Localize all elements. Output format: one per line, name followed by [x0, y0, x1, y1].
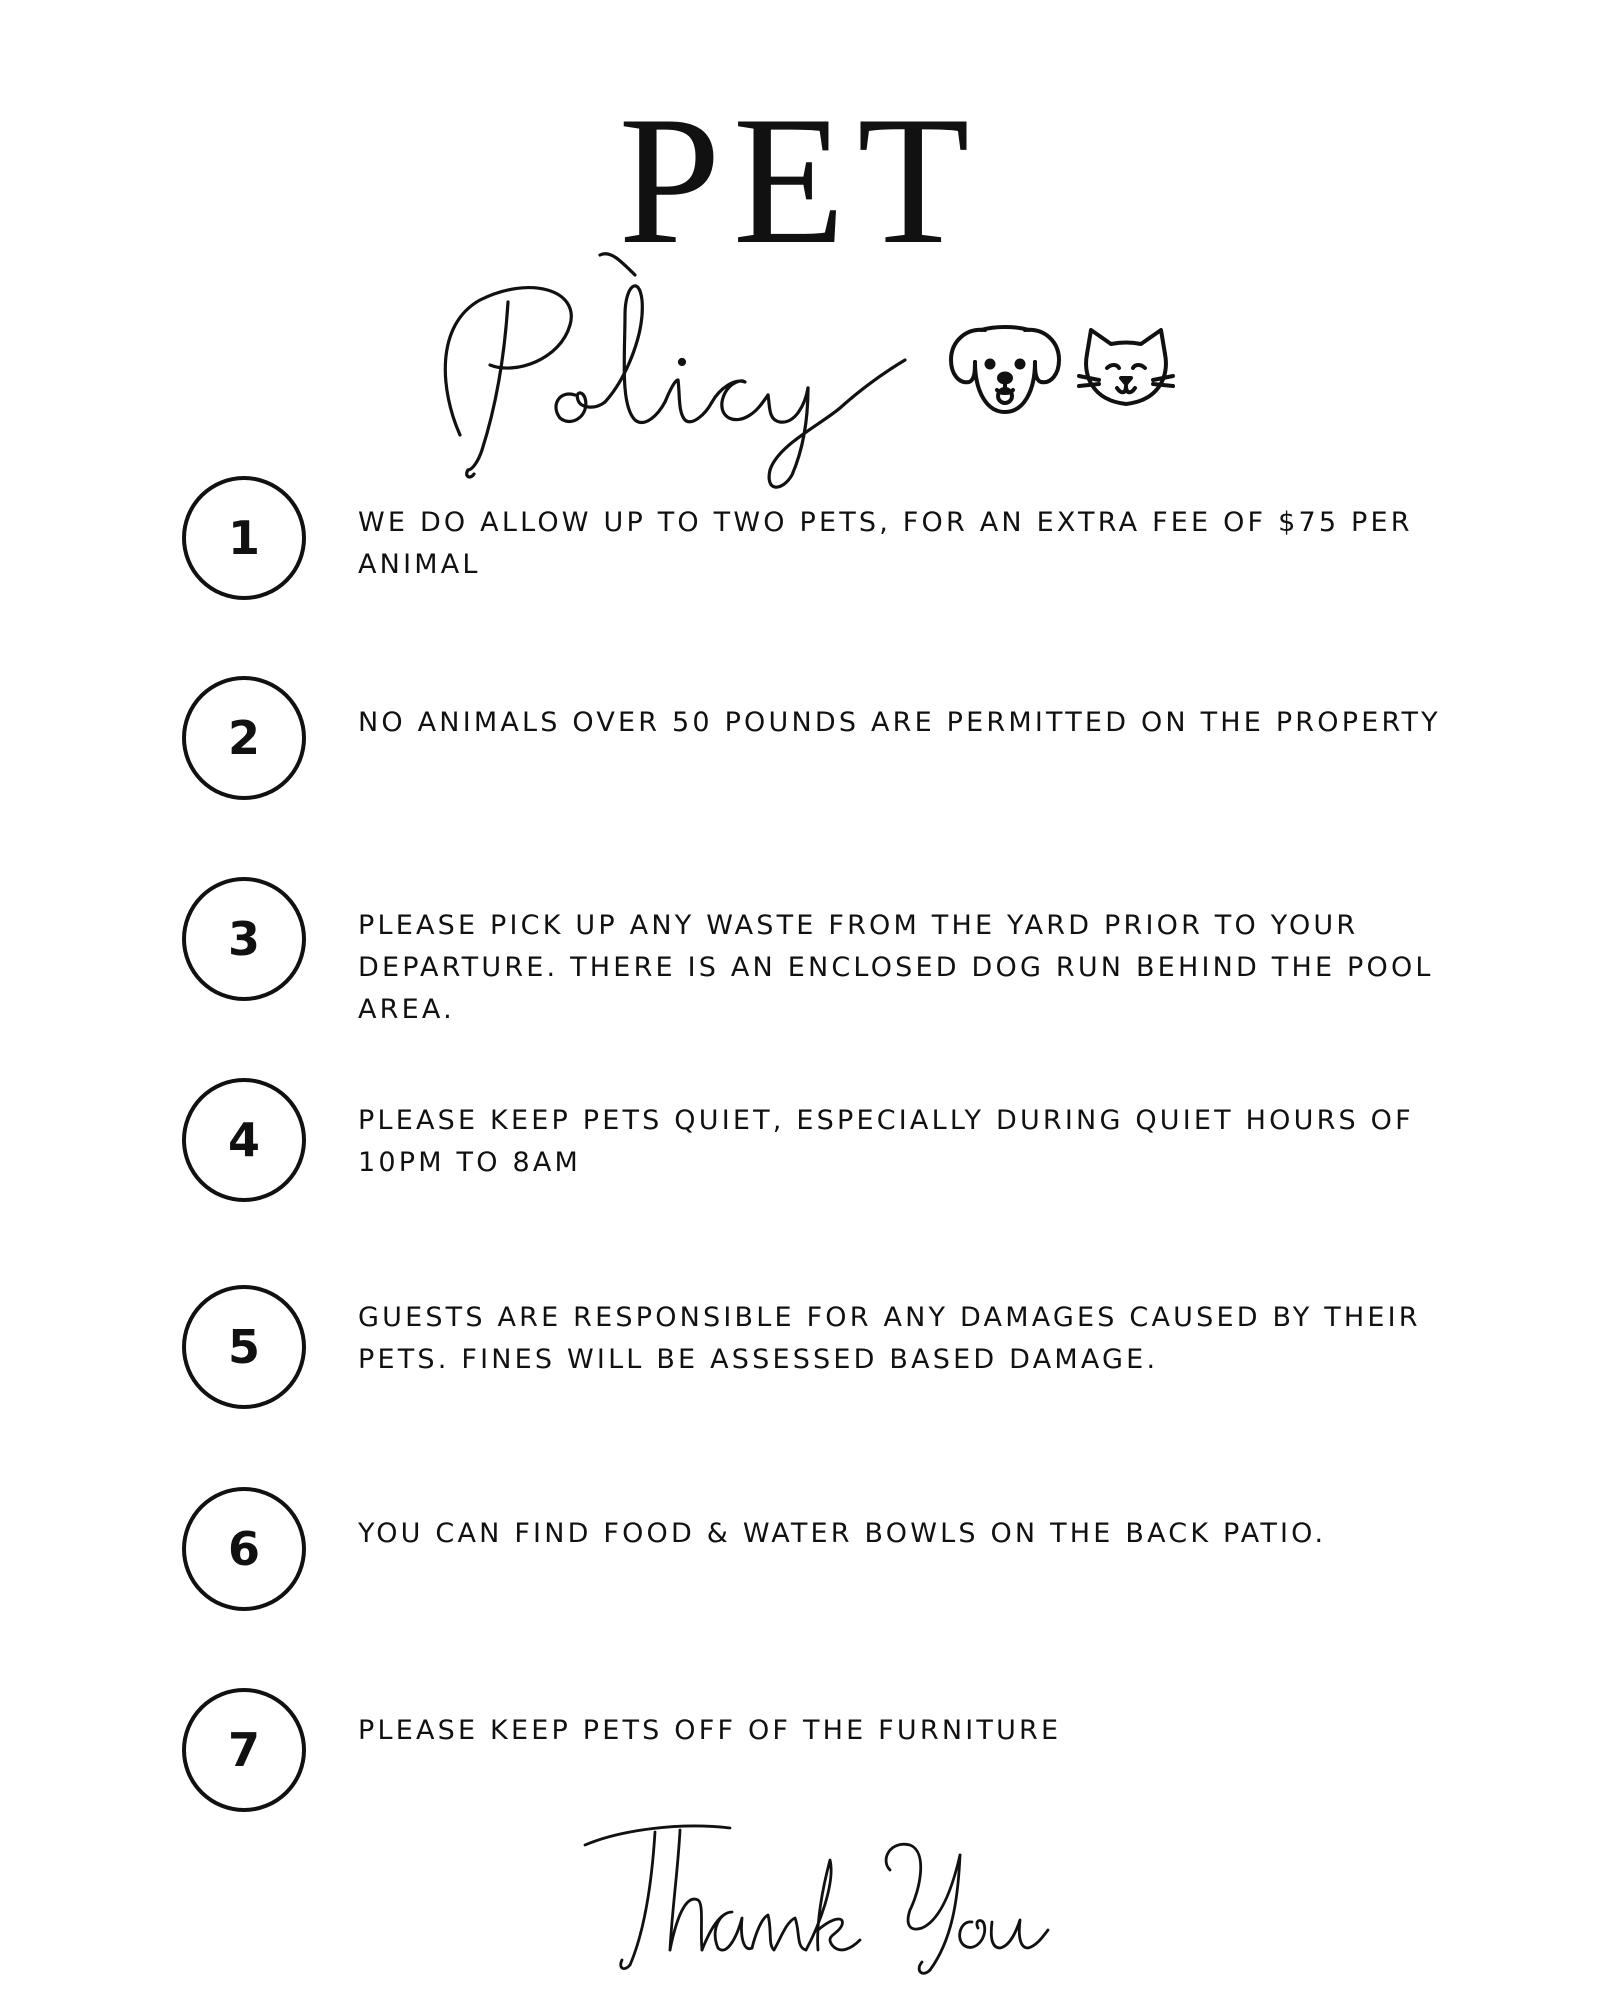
rule-number-badge: 3	[182, 877, 306, 1001]
rule-text: GUESTS ARE RESPONSIBLE FOR ANY DAMAGES CAUSED BY THEIR PETS. FINES WILL BE ASSESSED BASED DAMAGE.	[358, 1302, 1421, 1375]
rule-number-badge: 7	[182, 1688, 306, 1812]
thank-you-script	[560, 1800, 1060, 1980]
rule-item	[182, 877, 1472, 1025]
rule-text: PLEASE PICK UP ANY WASTE FROM THE YARD PRIOR TO YOUR DEPARTURE. THERE IS AN ENCLOSED DOG RUN BEHIND THE POOL AREA.	[358, 910, 1434, 1025]
rule-number-badge: 2	[182, 676, 306, 800]
rule-item	[182, 1285, 1472, 1425]
rule-number-badge: 5	[182, 1285, 306, 1409]
rule-number-badge: 1	[182, 476, 306, 600]
page-title: PET	[618, 78, 982, 282]
rule-text: PLEASE KEEP PETS QUIET, ESPECIALLY DURING QUIET HOURS OF 10PM TO 8AM	[358, 1105, 1414, 1178]
rule-number-badge: 4	[182, 1078, 306, 1202]
rule-text: PLEASE KEEP PETS OFF OF THE FURNITURE	[358, 1715, 1062, 1746]
rule-number-badge: 6	[182, 1487, 306, 1611]
rule-text: YOU CAN FIND FOOD & WATER BOWLS ON THE BACK PATIO.	[358, 1518, 1327, 1549]
rule-item	[182, 476, 1472, 616]
rule-text: WE DO ALLOW UP TO TWO PETS, FOR AN EXTRA FEE OF $75 PER ANIMAL	[358, 507, 1413, 580]
rule-item	[182, 676, 1472, 816]
rule-item	[182, 1487, 1472, 1627]
rule-text: NO ANIMALS OVER 50 POUNDS ARE PERMITTED ON THE PROPERTY	[358, 707, 1441, 738]
rule-item	[182, 1078, 1472, 1218]
